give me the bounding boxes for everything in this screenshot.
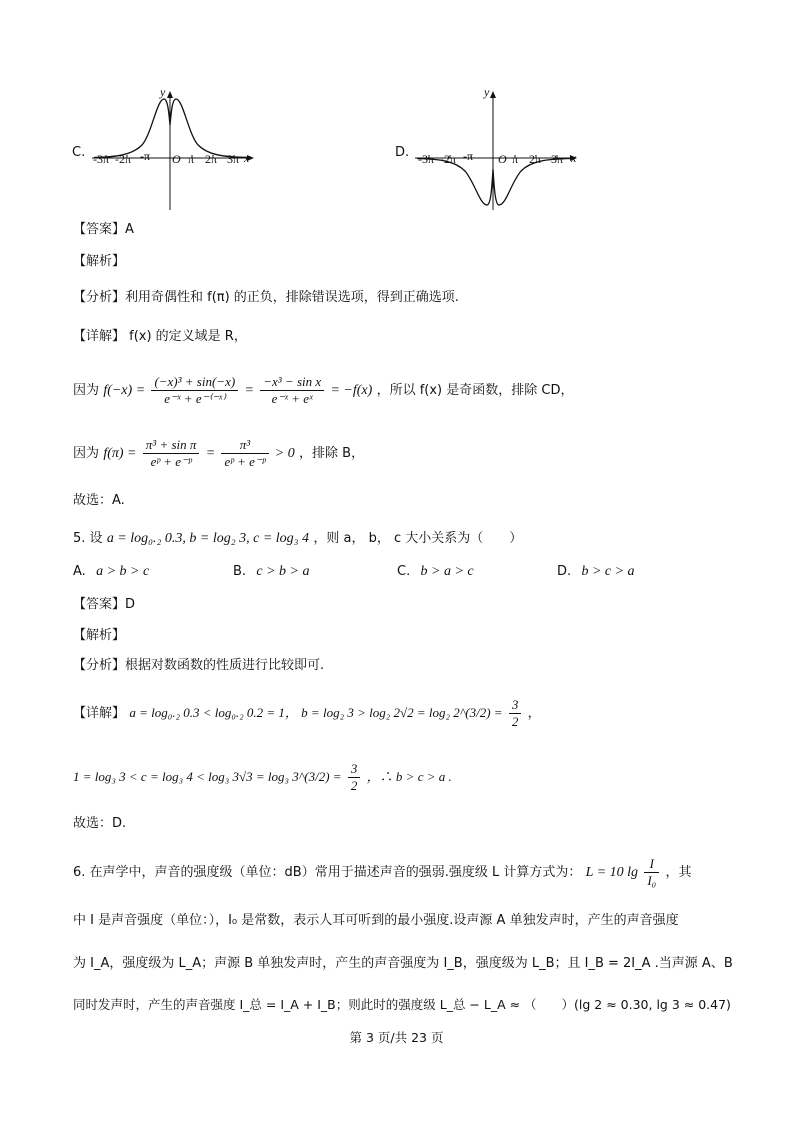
q6-line1-formula: L = 10 lg: [585, 865, 639, 880]
q4-step1-frac2: [260, 374, 324, 407]
q4-step1-frac2-den: e⁻ˣ + eˣ: [271, 391, 313, 406]
q4-step2-prefix: 因为: [73, 446, 100, 461]
graph-c-tick-label: π: [188, 152, 195, 166]
q5-stem: [73, 528, 522, 549]
page-footer: 第 3 页/共 23 页: [349, 1030, 444, 1045]
q5-option-text: a > b > c: [96, 564, 150, 579]
q5-step1-frac-den: 2: [511, 714, 519, 729]
graph-c-tick-label: 2π: [205, 152, 218, 166]
q4-step1-prefix: 因为: [73, 383, 100, 398]
q4-step2: 因为 f(π) = $\frac{\text{π³ + sin π}}{\text{eᵖ + e⁻ᵖ}}$ = $\frac{\text{π³}}{\text{eᵖ + e⁻ᵖ}}$ > 0 ，排除 B，: [73, 437, 365, 469]
q5-stem-math: a = log₀.₂ 0.3, b = log₂ 3, c = log₃ 4: [106, 531, 310, 546]
q5-option-a: [73, 563, 149, 580]
q5-step2: [73, 757, 452, 797]
q4-step2-frac1: [143, 437, 200, 470]
graph-d-tick-label: -2π: [440, 152, 457, 166]
q4-analysis-head: 【解析】: [73, 254, 126, 269]
q6-line1-prefix: 6. 在声学中，声音的强度级（单位：dB）常用于描述声音的强弱.强度级 L 计算方式为：: [73, 865, 582, 880]
graph-d-origin-label: O: [498, 152, 507, 166]
q4-step1-frac1-den: e⁻ˣ + e⁻⁽⁻ˣ⁾: [164, 391, 226, 406]
q5-step1-frac-num: 3: [509, 697, 522, 714]
graph-d-plot: [395, 85, 595, 215]
q4-step1-frac1: [151, 374, 238, 407]
q4-step2-frac2-den: eᵖ + e⁻ᵖ: [224, 454, 266, 469]
graph-c-tick-label: -3π: [93, 152, 110, 166]
graph-d-tick-label: 2π: [529, 152, 542, 166]
q4-step2-frac1-num: π³ + sin π: [143, 437, 200, 454]
q4-xiangjie: 【详解】 f(x) 的定义域是 R，: [73, 329, 247, 344]
q5-step2-math: 1 = log₃ 3 < c = log₃ 4 < log₃ 3√3 = log₃ 3^(3/2) =: [73, 769, 342, 784]
q4-step2-frac1-den: eᵖ + e⁻ᵖ: [150, 454, 192, 469]
graph-c-tick-label: -π: [140, 149, 151, 163]
q5-fenxi: 【分析】根据对数函数的性质进行比较即可.: [73, 658, 325, 673]
graph-d-x-label: x: [571, 151, 577, 165]
q4-step1-lhs: f(−x) =: [103, 383, 146, 398]
q4-step1-frac2-num: −x³ − sin x: [260, 374, 324, 391]
q5-step2-frac: [348, 761, 361, 794]
q5-option-label: B.: [233, 564, 247, 579]
q4-step1-suffix: ，所以 f(x) 是奇函数，排除 CD，: [376, 383, 574, 398]
q6-line1: [73, 852, 692, 893]
q4-step1: [73, 370, 573, 411]
q5-option-label: C.: [397, 564, 411, 579]
q4-answer: 【答案】A: [73, 222, 134, 237]
q5-step1-math: a = log₀.₂ 0.3 < log₀.₂ 0.2 = 1， b = log₂ 3 > log₂ 2√2 = log₂ 2^(3/2) =: [129, 705, 503, 720]
graph-c-tick-label: 3π: [227, 152, 240, 166]
graph-d-tick-label: π: [512, 152, 519, 166]
q5-stem-prefix: 5. 设: [73, 531, 103, 546]
q4-step1-frac1-num: (−x)³ + sin(−x): [151, 374, 238, 391]
q5-analysis-head: 【解析】: [73, 628, 126, 643]
q5-option-b: [233, 563, 309, 580]
q5-option-label: A.: [73, 564, 86, 579]
graph-d-tick-label: -π: [463, 149, 474, 163]
graph-c-y-label: y: [160, 85, 166, 99]
q5-xiangjie-label: 【详解】: [73, 706, 126, 721]
q5-answer: 【答案】D: [73, 597, 136, 612]
q5-step1-end: ，: [527, 706, 541, 721]
q5-step2-end: ，∴ b > c > a .: [366, 769, 452, 784]
q6-line1-frac: [644, 856, 659, 889]
q5-option-text: c > b > a: [256, 564, 310, 579]
graph-c: [72, 85, 272, 215]
graph-c-x-label: x: [244, 151, 250, 165]
q5-option-c: [397, 563, 474, 580]
graph-d-tick-label: -3π: [418, 152, 435, 166]
graph-c-plot: [72, 85, 272, 215]
q6-line3: 为 I_A，强度级为 L_A；声源 B 单独发声时，产生的声音强度为 I_B，强度级为 L_B；且 I_B = 2I_A .当声源 A、B: [73, 956, 733, 971]
q6-line1-frac-den: I₀: [647, 873, 657, 888]
q5-option-label: D.: [557, 564, 572, 579]
q4-step1-eq: =: [244, 383, 254, 398]
q5-step2-frac-den: 2: [350, 778, 358, 793]
q6-line4: 同时发声时，产生的声音强度 I_总 = I_A + I_B；则此时的强度级 L_总 − L_A ≈ （ ）(lg 2 ≈ 0.30, lg 3 ≈ 0.47): [73, 997, 731, 1012]
q6-line2: 中 I 是声音强度（单位：），I₀ 是常数，表示人耳可听到的最小强度.设声源 A 单独发声时，产生的声音强度: [73, 913, 679, 928]
q5-option-d: [557, 563, 635, 580]
q5-step2-frac-num: 3: [348, 761, 361, 778]
q4-step2-suffix: ，排除 B，: [299, 446, 365, 461]
q4-step2-rhs: > 0: [274, 446, 295, 461]
graph-d-y-label: y: [484, 85, 490, 99]
graph-d-option-label: D.: [395, 145, 410, 160]
q5-conclusion: 故选：D.: [73, 816, 127, 831]
graph-d-tick-label: 3π: [551, 152, 564, 166]
graph-c-option-label: C.: [72, 145, 86, 160]
graph-d: [395, 85, 595, 215]
q4-step2-lhs: f(π) =: [103, 446, 137, 461]
q4-step2-frac2: [221, 437, 268, 470]
q4-step2-frac2-num: π³: [221, 437, 268, 454]
q6-line1-suffix: ，其: [665, 865, 692, 880]
q4-fenxi: 【分析】利用奇偶性和 f(π) 的正负，排除错误选项，得到正确选项.: [73, 290, 459, 305]
q5-option-text: b > a > c: [420, 564, 474, 579]
q5-stem-suffix: ，则 a， b， c 大小关系为（ ）: [313, 531, 523, 546]
q4-conclusion: 故选：A.: [73, 493, 125, 508]
graph-c-origin-label: O: [172, 152, 181, 166]
q5-option-text: b > c > a: [581, 564, 635, 579]
q6-line1-frac-num: I: [644, 856, 659, 873]
q5-step1: [73, 693, 541, 734]
graph-c-tick-label: -2π: [115, 152, 132, 166]
q4-step1-rhs: = −f(x): [330, 383, 373, 398]
q5-step1-frac: [509, 697, 522, 730]
